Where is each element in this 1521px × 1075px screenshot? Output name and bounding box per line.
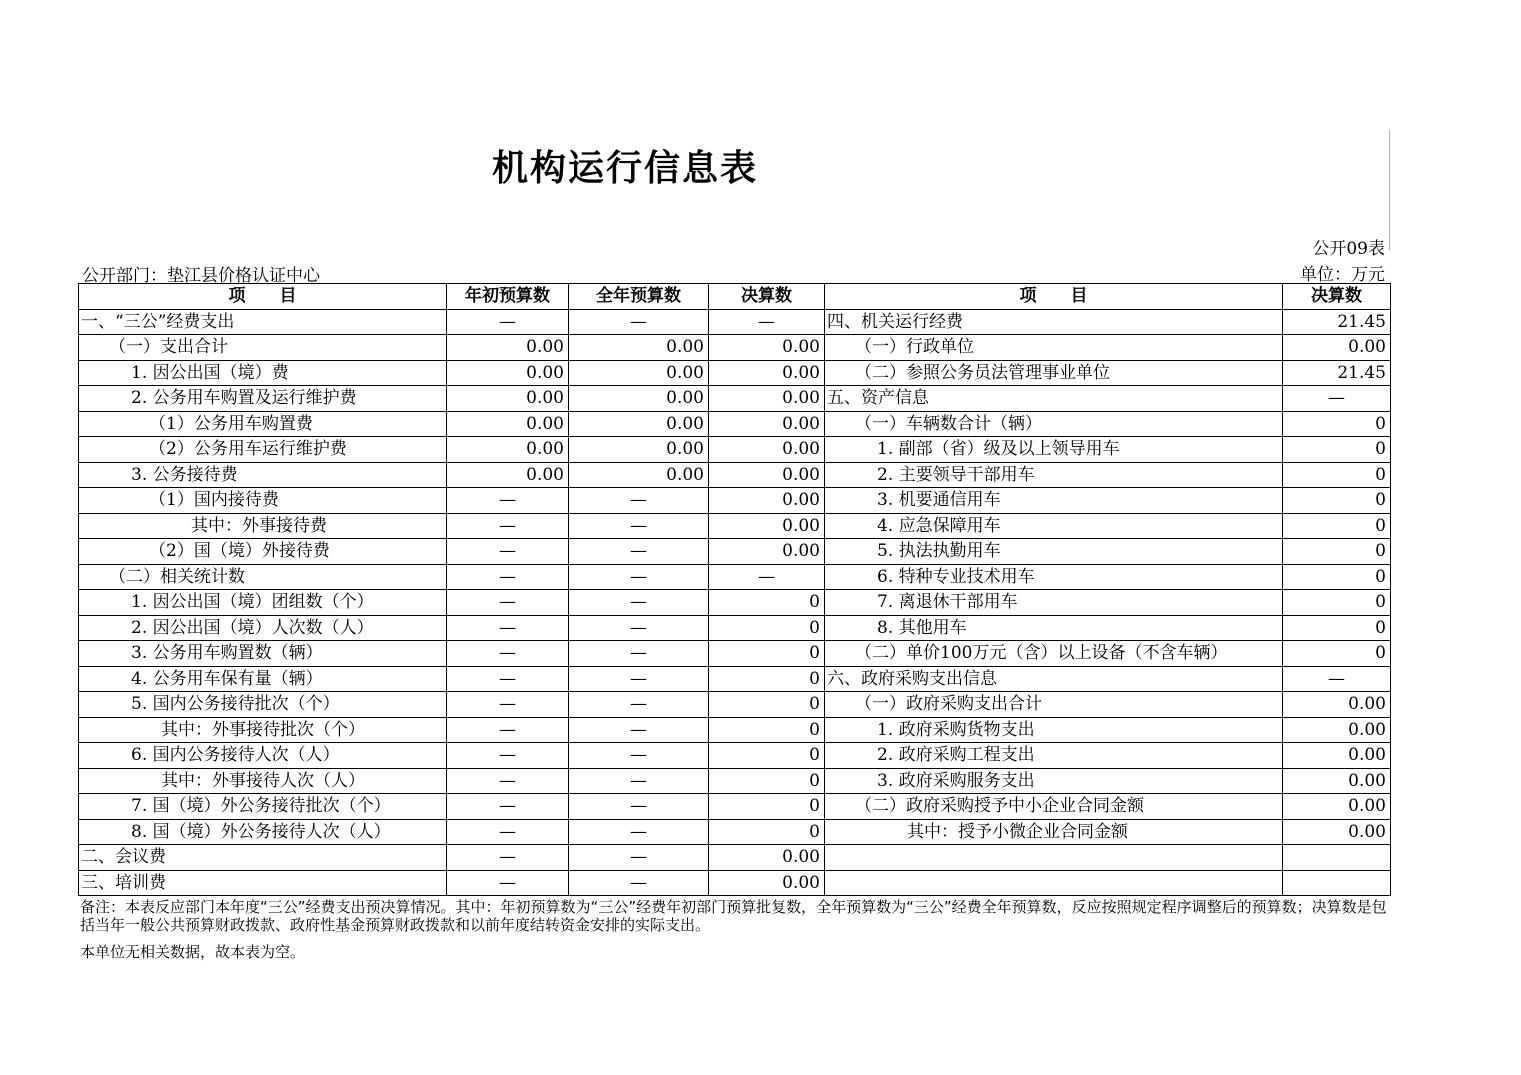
table-row bbox=[79, 870, 1391, 896]
annual-budget-cell: — bbox=[569, 615, 709, 641]
table-header-row bbox=[79, 284, 1391, 310]
final-left-cell: 0 bbox=[709, 666, 825, 692]
initial-budget-cell: — bbox=[447, 794, 569, 820]
table-row bbox=[79, 564, 1391, 590]
annual-budget-cell: — bbox=[569, 819, 709, 845]
left-item-cell: 其中：外事接待批次（个） bbox=[79, 717, 447, 743]
right-item-cell: （一）车辆数合计（辆） bbox=[825, 411, 1283, 437]
header-item-right: 项 目 bbox=[825, 284, 1283, 310]
table-row bbox=[79, 692, 1391, 718]
left-item-cell: （一）支出合计 bbox=[79, 335, 447, 361]
right-item-cell: 四、机关运行经费 bbox=[825, 309, 1283, 335]
final-left-cell: 0.00 bbox=[709, 386, 825, 412]
annual-budget-cell: 0.00 bbox=[569, 386, 709, 412]
annual-budget-cell: 0.00 bbox=[569, 462, 709, 488]
table-row bbox=[79, 462, 1391, 488]
left-item-cell: （1）国内接待费 bbox=[79, 488, 447, 514]
left-item-cell: 2. 因公出国（境）人次数（人） bbox=[79, 615, 447, 641]
table-row bbox=[79, 615, 1391, 641]
final-left-cell: 0.00 bbox=[709, 870, 825, 896]
right-item-cell: （一）行政单位 bbox=[825, 335, 1283, 361]
final-left-cell: 0 bbox=[709, 692, 825, 718]
final-left-cell: 0 bbox=[709, 819, 825, 845]
right-item-cell: 2. 主要领导干部用车 bbox=[825, 462, 1283, 488]
right-item-cell: 其中：授予小微企业合同金额 bbox=[825, 819, 1283, 845]
final-left-cell: 0.00 bbox=[709, 462, 825, 488]
final-right-cell: 0.00 bbox=[1283, 692, 1391, 718]
initial-budget-cell: — bbox=[447, 692, 569, 718]
final-right-cell: 21.45 bbox=[1283, 309, 1391, 335]
table-row bbox=[79, 360, 1391, 386]
right-item-cell: 1. 政府采购货物支出 bbox=[825, 717, 1283, 743]
final-left-cell: 0.00 bbox=[709, 539, 825, 565]
table-row bbox=[79, 641, 1391, 667]
table-row bbox=[79, 794, 1391, 820]
annual-budget-cell: 0.00 bbox=[569, 411, 709, 437]
annual-budget-cell: — bbox=[569, 845, 709, 871]
annual-budget-cell: — bbox=[569, 692, 709, 718]
final-left-cell: 0.00 bbox=[709, 513, 825, 539]
final-right-cell bbox=[1283, 870, 1391, 896]
final-left-cell: 0 bbox=[709, 615, 825, 641]
final-left-cell: 0.00 bbox=[709, 360, 825, 386]
unit-label: 单位：万元 bbox=[1300, 265, 1385, 285]
final-left-cell: 0 bbox=[709, 794, 825, 820]
left-item-cell: （2）国（境）外接待费 bbox=[79, 539, 447, 565]
final-left-cell: 0.00 bbox=[709, 335, 825, 361]
final-right-cell bbox=[1283, 845, 1391, 871]
final-right-cell: 0.00 bbox=[1283, 819, 1391, 845]
table-code: 公开09表 bbox=[1312, 239, 1385, 259]
right-item-cell: 五、资产信息 bbox=[825, 386, 1283, 412]
right-item-cell: 6. 特种专业技术用车 bbox=[825, 564, 1283, 590]
initial-budget-cell: — bbox=[447, 539, 569, 565]
annual-budget-cell: — bbox=[569, 513, 709, 539]
department-label: 公开部门：垫江县价格认证中心 bbox=[82, 266, 320, 286]
table-row bbox=[79, 819, 1391, 845]
page-border-line bbox=[1389, 130, 1390, 250]
table-row bbox=[79, 845, 1391, 871]
annual-budget-cell: 0.00 bbox=[569, 360, 709, 386]
right-item-cell: 1. 副部（省）级及以上领导用车 bbox=[825, 437, 1283, 463]
annual-budget-cell: — bbox=[569, 309, 709, 335]
final-left-cell: — bbox=[709, 564, 825, 590]
final-right-cell: 0 bbox=[1283, 462, 1391, 488]
right-item-cell: 5. 执法执勤用车 bbox=[825, 539, 1283, 565]
annual-budget-cell: — bbox=[569, 539, 709, 565]
initial-budget-cell: — bbox=[447, 590, 569, 616]
final-left-cell: 0.00 bbox=[709, 437, 825, 463]
initial-budget-cell: — bbox=[447, 743, 569, 769]
table-row bbox=[79, 386, 1391, 412]
initial-budget-cell: 0.00 bbox=[447, 437, 569, 463]
left-item-cell: 二、会议费 bbox=[79, 845, 447, 871]
right-item-cell bbox=[825, 870, 1283, 896]
final-right-cell: 0 bbox=[1283, 411, 1391, 437]
right-item-cell bbox=[825, 845, 1283, 871]
initial-budget-cell: 0.00 bbox=[447, 386, 569, 412]
table-row bbox=[79, 768, 1391, 794]
left-item-cell: 1. 因公出国（境）费 bbox=[79, 360, 447, 386]
initial-budget-cell: 0.00 bbox=[447, 411, 569, 437]
table-note: 备注：本表反应部门本年度“三公”经费支出预决算情况。其中：年初预算数为“三公”经费年初部门预算批复数，全年预算数为“三公”经费全年预算数，反应按照规定程序调整后的预算数；决算数是包括当年一般公共预算财政拨款、政府性基金预算财政拨款和以前年度结转资金安排的实际支出。 bbox=[80, 898, 1387, 934]
final-right-cell: 0.00 bbox=[1283, 743, 1391, 769]
table-row bbox=[79, 743, 1391, 769]
initial-budget-cell: — bbox=[447, 564, 569, 590]
initial-budget-cell: — bbox=[447, 641, 569, 667]
right-item-cell: 4. 应急保障用车 bbox=[825, 513, 1283, 539]
final-right-cell: 0 bbox=[1283, 564, 1391, 590]
final-left-cell: 0.00 bbox=[709, 411, 825, 437]
left-item-cell: 一、“三公”经费支出 bbox=[79, 309, 447, 335]
table-row bbox=[79, 488, 1391, 514]
final-left-cell: 0 bbox=[709, 717, 825, 743]
final-right-cell: 0 bbox=[1283, 615, 1391, 641]
initial-budget-cell: — bbox=[447, 488, 569, 514]
final-left-cell: — bbox=[709, 309, 825, 335]
initial-budget-cell: — bbox=[447, 309, 569, 335]
left-item-cell: 其中：外事接待费 bbox=[79, 513, 447, 539]
right-item-cell: 六、政府采购支出信息 bbox=[825, 666, 1283, 692]
initial-budget-cell: — bbox=[447, 666, 569, 692]
annual-budget-cell: — bbox=[569, 488, 709, 514]
left-item-cell: 4. 公务用车保有量（辆） bbox=[79, 666, 447, 692]
annual-budget-cell: — bbox=[569, 564, 709, 590]
header-final-right: 决算数 bbox=[1283, 284, 1391, 310]
left-item-cell: 8. 国（境）外公务接待人次（人） bbox=[79, 819, 447, 845]
annual-budget-cell: — bbox=[569, 666, 709, 692]
left-item-cell: 6. 国内公务接待人次（人） bbox=[79, 743, 447, 769]
annual-budget-cell: 0.00 bbox=[569, 437, 709, 463]
right-item-cell: （二）单价100万元（含）以上设备（不含车辆） bbox=[825, 641, 1283, 667]
table-row bbox=[79, 590, 1391, 616]
left-item-cell: 1. 因公出国（境）团组数（个） bbox=[79, 590, 447, 616]
table-row bbox=[79, 411, 1391, 437]
table-row bbox=[79, 666, 1391, 692]
final-right-cell: 0 bbox=[1283, 488, 1391, 514]
left-item-cell: 5. 国内公务接待批次（个） bbox=[79, 692, 447, 718]
initial-budget-cell: — bbox=[447, 615, 569, 641]
operation-info-table bbox=[78, 283, 1391, 896]
initial-budget-cell: — bbox=[447, 870, 569, 896]
left-item-cell: 3. 公务接待费 bbox=[79, 462, 447, 488]
right-item-cell: 3. 政府采购服务支出 bbox=[825, 768, 1283, 794]
annual-budget-cell: — bbox=[569, 768, 709, 794]
initial-budget-cell: — bbox=[447, 717, 569, 743]
left-item-cell: （2）公务用车运行维护费 bbox=[79, 437, 447, 463]
initial-budget-cell: — bbox=[447, 819, 569, 845]
final-right-cell: 0.00 bbox=[1283, 794, 1391, 820]
final-right-cell: 21.45 bbox=[1283, 360, 1391, 386]
final-right-cell: 0.00 bbox=[1283, 717, 1391, 743]
final-right-cell: 0.00 bbox=[1283, 335, 1391, 361]
initial-budget-cell: — bbox=[447, 513, 569, 539]
annual-budget-cell: — bbox=[569, 743, 709, 769]
initial-budget-cell: 0.00 bbox=[447, 462, 569, 488]
final-left-cell: 0 bbox=[709, 590, 825, 616]
left-item-cell: 3. 公务用车购置数（辆） bbox=[79, 641, 447, 667]
final-right-cell: 0 bbox=[1283, 590, 1391, 616]
left-item-cell: （1）公务用车购置费 bbox=[79, 411, 447, 437]
right-item-cell: 2. 政府采购工程支出 bbox=[825, 743, 1283, 769]
right-item-cell: （一）政府采购支出合计 bbox=[825, 692, 1283, 718]
annual-budget-cell: — bbox=[569, 641, 709, 667]
annual-budget-cell: — bbox=[569, 794, 709, 820]
left-item-cell: 7. 国（境）外公务接待批次（个） bbox=[79, 794, 447, 820]
annual-budget-cell: — bbox=[569, 870, 709, 896]
annual-budget-cell: — bbox=[569, 590, 709, 616]
header-initial-budget: 年初预算数 bbox=[447, 284, 569, 310]
left-item-cell: 2. 公务用车购置及运行维护费 bbox=[79, 386, 447, 412]
table-row bbox=[79, 437, 1391, 463]
initial-budget-cell: — bbox=[447, 845, 569, 871]
right-item-cell: 7. 离退休干部用车 bbox=[825, 590, 1283, 616]
final-right-cell: 0.00 bbox=[1283, 768, 1391, 794]
initial-budget-cell: 0.00 bbox=[447, 360, 569, 386]
final-right-cell: 0 bbox=[1283, 539, 1391, 565]
final-left-cell: 0 bbox=[709, 768, 825, 794]
final-left-cell: 0 bbox=[709, 743, 825, 769]
table-row bbox=[79, 539, 1391, 565]
right-item-cell: （二）政府采购授予中小企业合同金额 bbox=[825, 794, 1283, 820]
table-row bbox=[79, 335, 1391, 361]
header-item-left: 项 目 bbox=[79, 284, 447, 310]
final-right-cell: — bbox=[1283, 386, 1391, 412]
final-right-cell: 0 bbox=[1283, 513, 1391, 539]
initial-budget-cell: 0.00 bbox=[447, 335, 569, 361]
table-row bbox=[79, 513, 1391, 539]
final-left-cell: 0 bbox=[709, 641, 825, 667]
right-item-cell: 8. 其他用车 bbox=[825, 615, 1283, 641]
initial-budget-cell: — bbox=[447, 768, 569, 794]
final-left-cell: 0.00 bbox=[709, 845, 825, 871]
header-annual-budget: 全年预算数 bbox=[569, 284, 709, 310]
final-left-cell: 0.00 bbox=[709, 488, 825, 514]
final-right-cell: 0 bbox=[1283, 641, 1391, 667]
left-item-cell: 三、培训费 bbox=[79, 870, 447, 896]
table-note-empty: 本单位无相关数据，故本表为空。 bbox=[80, 943, 306, 961]
table-row bbox=[79, 717, 1391, 743]
final-right-cell: 0 bbox=[1283, 437, 1391, 463]
final-right-cell: — bbox=[1283, 666, 1391, 692]
table-row bbox=[79, 309, 1391, 335]
annual-budget-cell: — bbox=[569, 717, 709, 743]
page-title: 机构运行信息表 bbox=[492, 148, 759, 189]
annual-budget-cell: 0.00 bbox=[569, 335, 709, 361]
right-item-cell: 3. 机要通信用车 bbox=[825, 488, 1283, 514]
left-item-cell: 其中：外事接待人次（人） bbox=[79, 768, 447, 794]
header-final-left: 决算数 bbox=[709, 284, 825, 310]
right-item-cell: （二）参照公务员法管理事业单位 bbox=[825, 360, 1283, 386]
left-item-cell: （二）相关统计数 bbox=[79, 564, 447, 590]
